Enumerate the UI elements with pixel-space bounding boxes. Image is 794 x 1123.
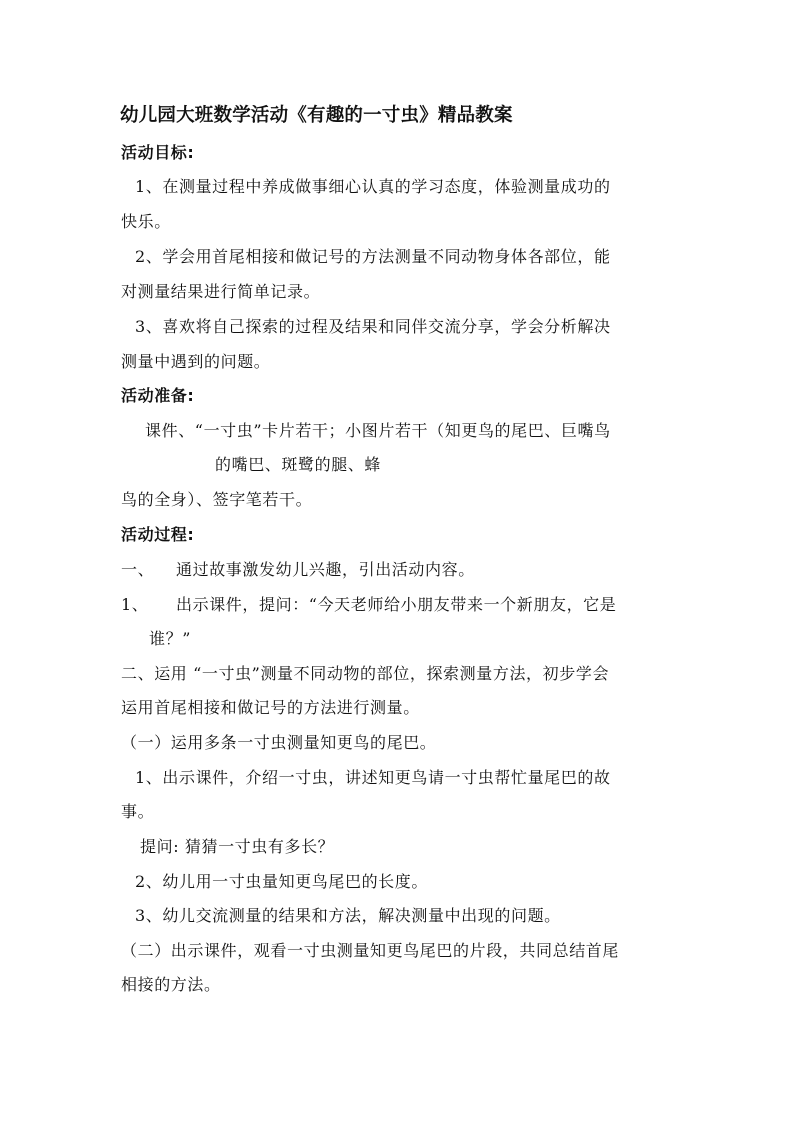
prep-heading: 活动准备:: [121, 386, 195, 405]
sub-2-line-2: 相接的方法。: [121, 975, 221, 994]
step-1-continued: 谁？”: [149, 629, 191, 648]
goal-3-line-1: 3、喜欢将自己探索的过程及结果和同伴交流分享，学会分析解决: [135, 317, 611, 336]
goal-1-line-1: 1、在测量过程中养成做事细心认真的学习态度，体验测量成功的: [135, 177, 611, 196]
process-heading: 活动过程:: [121, 525, 195, 544]
prep-line-3: 鸟的全身）、签字笔若干。: [121, 490, 313, 509]
part-1-text: 通过故事激发幼儿兴趣，引出活动内容。: [176, 560, 475, 579]
part-2-line-1: 二、运用 “一寸虫”测量不同动物的部位，探索测量方法，初步学会: [121, 664, 610, 683]
part-2-line-2: 运用首尾相接和做记号的方法进行测量。: [121, 698, 420, 717]
goals-heading: 活动目标:: [121, 143, 195, 162]
step-1-text: 出示课件，提问：“今天老师给小朋友带来一个新朋友，它是: [176, 595, 617, 614]
document-title: 幼儿园大班数学活动《有趣的一寸虫》精品教案: [120, 105, 513, 126]
sub-1-item-2: 2、幼儿用一寸虫量知更鸟尾巴的长度。: [135, 872, 428, 891]
sub-1-question: 提问: 猜猜一寸虫有多长？: [140, 837, 335, 856]
sub-1-item-3: 3、幼儿交流测量的结果和方法，解决测量中出现的问题。: [135, 906, 561, 925]
goal-2-line-2: 对测量结果进行简单记录。: [121, 282, 321, 301]
sub-1-heading: （一）运用多条一寸虫测量知更鸟的尾巴。: [121, 733, 437, 752]
step-1-label: 1、: [121, 595, 149, 614]
prep-line-1: 课件、“一寸虫”卡片若干；小图片若干（知更鸟的尾巴、巨嘴鸟: [145, 421, 611, 440]
sub-1-item-1-line-2: 事。: [121, 802, 155, 821]
goal-3-line-2: 测量中遇到的问题。: [121, 352, 271, 371]
part-1-label: 一、: [121, 560, 155, 579]
prep-line-2: 的嘴巴、斑鹭的腿、蜂: [215, 455, 382, 474]
goal-1-line-2: 快乐。: [121, 212, 171, 231]
sub-2-line-1: （二）出示课件，观看一寸虫测量知更鸟尾巴的片段，共同总结首尾: [121, 941, 620, 960]
goal-2-line-1: 2、学会用首尾相接和做记号的方法测量不同动物身体各部位，能: [135, 247, 611, 266]
sub-1-item-1-line-1: 1、出示课件，介绍一寸虫，讲述知更鸟请一寸虫帮忙量尾巴的故: [135, 768, 611, 787]
